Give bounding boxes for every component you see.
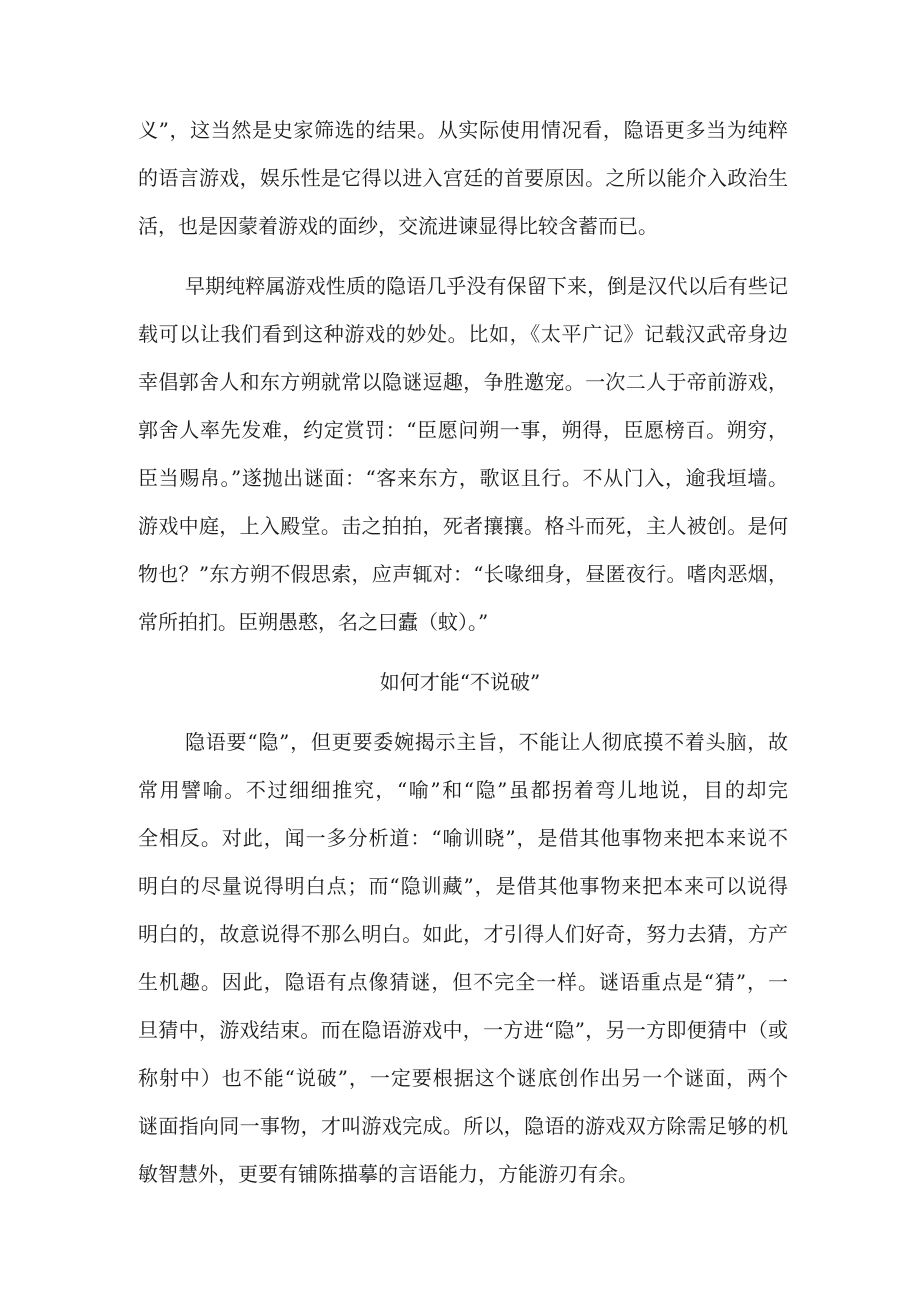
paragraph-3-line-1: 隐语要“隐”，但更要委婉揭示主旨，不能让人彻底摸不着头脑，故 bbox=[185, 730, 788, 754]
paragraph-3-line-5: 明白的，故意说得不那么明白。如此，才引得人们好奇，努力去猜，方产 bbox=[138, 922, 788, 946]
paragraph-3-line-4: 明白的尽量说得明白点；而“隐训藏”，是借其他事物来把本来可以说得 bbox=[138, 874, 788, 898]
paragraph-2-line-4: 郭舍人率先发难，约定赏罚：“臣愿问朔一事，朔得，臣愿榜百。朔穷， bbox=[138, 418, 788, 442]
paragraph-3-line-2: 常用譬喻。不过细细推究，“喻”和“隐”虽都拐着弯儿地说，目的却完 bbox=[138, 778, 788, 802]
paragraph-3-line-10: 敏智慧外，更要有铺陈描摹的言语能力，方能游刃有余。 bbox=[138, 1162, 638, 1186]
paragraph-2-line-2: 载可以让我们看到这种游戏的妙处。比如，《太平广记》记载汉武帝身边 bbox=[138, 322, 788, 346]
paragraph-3-line-3: 全相反。对此，闻一多分析道：“喻训晓”，是借其他事物来把本来说不 bbox=[138, 826, 788, 850]
paragraph-2-line-1: 早期纯粹属游戏性质的隐语几乎没有保留下来，倒是汉代以后有些记 bbox=[185, 274, 788, 298]
paragraph-2-line-7: 物也？”东方朔不假思索，应声辄对：“长喙细身，昼匿夜行。嗜肉恶烟， bbox=[138, 562, 788, 586]
paragraph-3-line-7: 旦猜中，游戏结束。而在隐语游戏中，一方进“隐”，另一方即便猜中（或 bbox=[138, 1018, 788, 1042]
paragraph-1-line-3: 活，也是因蒙着游戏的面纱，交流进谏显得比较含蓄而已。 bbox=[138, 214, 658, 238]
paragraph-1-line-1: 义”，这当然是史家筛选的结果。从实际使用情况看，隐语更多当为纯粹 bbox=[138, 118, 788, 142]
paragraph-2-line-8: 常所拍扪。臣朔愚憨，名之曰蠹（蚊）。” bbox=[138, 610, 489, 634]
paragraph-3-line-9: 谜面指向同一事物，才叫游戏完成。所以，隐语的游戏双方除需足够的机 bbox=[138, 1114, 788, 1138]
paragraph-2-line-3: 幸倡郭舍人和东方朔就常以隐谜逗趣，争胜邀宠。一次二人于帝前游戏， bbox=[138, 370, 788, 394]
paragraph-1-line-2: 的语言游戏，娱乐性是它得以进入宫廷的首要原因。之所以能介入政治生 bbox=[138, 166, 788, 190]
paragraph-2-line-6: 游戏中庭，上入殿堂。击之拍拍，死者攘攘。格斗而死，主人被创。是何 bbox=[138, 514, 788, 538]
paragraph-2-line-5: 臣当赐帛。”遂抛出谜面：“客来东方，歌讴且行。不从门入，逾我垣墙。 bbox=[138, 466, 788, 490]
paragraph-3-line-6: 生机趣。因此，隐语有点像猜谜，但不完全一样。谜语重点是“猜”，一 bbox=[138, 970, 788, 994]
paragraph-3-line-8: 称射中）也不能“说破”，一定要根据这个谜底创作出另一个谜面，两个 bbox=[138, 1066, 788, 1090]
section-heading: 如何才能“不说破” bbox=[379, 670, 541, 694]
